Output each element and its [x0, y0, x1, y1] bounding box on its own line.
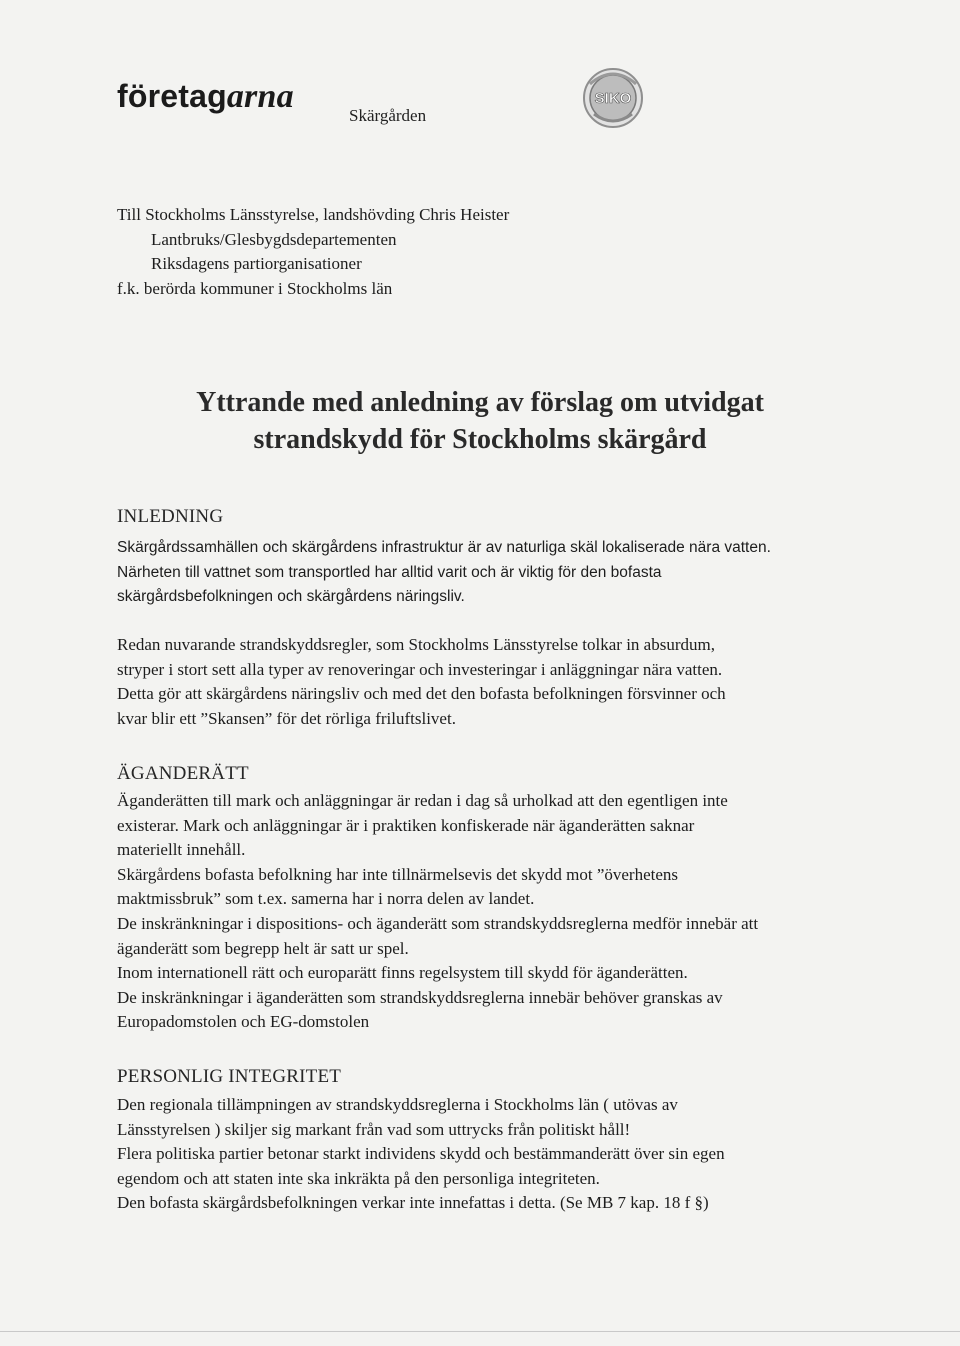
text-line: Länsstyrelsen ) skiljer sig markant från vad som uttrycks från politiskt håll! [117, 1119, 631, 1139]
text-line: Detta gör att skärgårdens näringsliv och med det den bofasta befolkningen försvinner och [117, 684, 726, 704]
text-line: skärgårdsbefolkningen och skärgårdens näringsliv. [117, 588, 465, 606]
recipient-line: f.k. berörda kommuner i Stockholms län [117, 278, 393, 298]
text-line: materiellt innehåll. [117, 840, 246, 860]
section-heading-inledning: INLEDNING [117, 506, 224, 527]
text-line: Flera politiska partier betonar starkt individens skydd och bestämmanderätt över sin egen [117, 1144, 725, 1164]
text-line: kvar blir ett ”Skansen” för det rörliga friluftslivet. [117, 708, 456, 728]
foretagarna-logo [117, 78, 294, 116]
text-line: Närheten till vattnet som transportled har alltid varit och är viktig för den bofasta [117, 563, 662, 581]
logo-region-label: Skärgården [349, 106, 427, 125]
paragraph-inledning-2 [117, 633, 860, 731]
logo-plain-text: företag [117, 78, 227, 114]
recipient-line: Riksdagens partiorganisationer [151, 254, 362, 273]
text-line: Redan nuvarande strandskyddsregler, som Stockholms Länsstyrelse tolkar in absurdum, [117, 635, 715, 654]
siko-badge-icon [578, 60, 648, 132]
text-line: existerar. Mark och anläggningar är i praktiken konfiskerade när äganderätten saknar [117, 815, 695, 835]
siko-badge-text: SIKO [594, 90, 632, 107]
paragraph-integritet [117, 1093, 860, 1216]
title-line: Yttrande med anledning av förslag om utvidgat [196, 387, 764, 418]
text-line: Skärgårdens bofasta befolkning har inte tillnärmelsevis det skydd mot ”överhetens [117, 864, 679, 884]
page-bottom-divider [0, 1331, 960, 1332]
text-line: Den bofasta skärgårdsbefolkningen verkar inte innefattas i detta. (Se MB 7 kap. 18 f §) [117, 1193, 709, 1213]
recipient-block [117, 203, 509, 301]
text-line: Europadomstolen och EG-domstolen [117, 1012, 370, 1032]
text-line: De inskränkningar i äganderätten som strandskyddsreglerna innebär behöver granskas av [117, 987, 723, 1007]
text-line: Skärgårdssamhällen och skärgårdens infrastruktur är av naturliga skäl lokaliserade nära vatten. [117, 539, 771, 556]
text-line: maktmissbruk” som t.ex. samerna har i norra delen av landet. [117, 889, 535, 909]
paragraph-inledning-1 [117, 536, 860, 610]
text-line: stryper i stort sett alla typer av renoveringar och investeringar i anläggningar nära vatten. [117, 659, 723, 679]
recipient-line: Till Stockholms Länsstyrelse, landshövding Chris Heister [117, 205, 510, 224]
text-line: De inskränkningar i dispositions- och äganderätt som strandskyddsreglerna medför innebär att [117, 913, 759, 933]
logo-italic-text: arna [226, 78, 294, 115]
text-line: Äganderätten till mark och anläggningar är redan i dag så urholkad att den egentligen inte [117, 791, 728, 810]
recipient-line: Lantbruks/Glesbygdsdepartementen [151, 229, 397, 249]
section-heading-integritet: PERSONLIG INTEGRITET [117, 1066, 342, 1087]
document-title [0, 384, 960, 458]
section-heading-aganderatt: ÄGANDERÄTT [117, 763, 249, 784]
text-line: äganderätt som begrepp helt är satt ur spel. [117, 938, 409, 958]
paragraph-aganderatt [117, 789, 860, 1035]
text-line: Den regionala tillämpningen av strandskyddsreglerna i Stockholms län ( utövas av [117, 1095, 678, 1114]
text-line: egendom och att staten inte ska inkräkta på den personliga integriteten. [117, 1168, 600, 1188]
title-line: strandskydd för Stockholms skärgård [253, 424, 707, 455]
text-line: Inom internationell rätt och europarätt finns regelsystem till skydd för äganderätten. [117, 963, 688, 983]
